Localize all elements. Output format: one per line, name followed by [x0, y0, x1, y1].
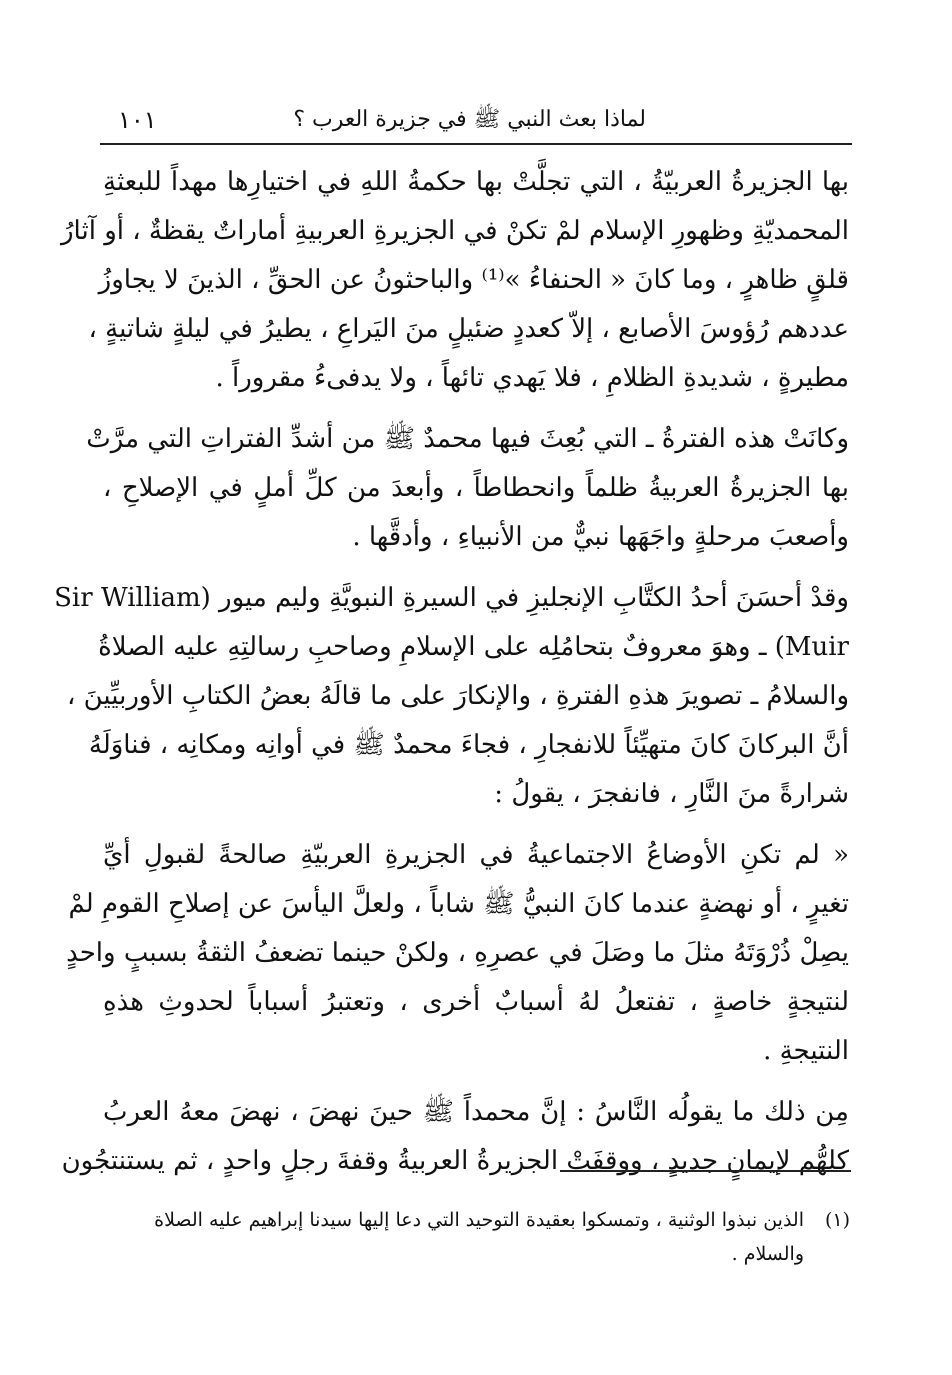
- paragraph-gap: [103, 1076, 849, 1088]
- paragraph-3: [54, 574, 849, 819]
- text-line: مِن ذلك ما يقولُه النَّاسُ : إنَّ محمداً ﷺ حينَ نهضَ ، نهضَ معهُ العربُ: [103, 1097, 849, 1127]
- footnote-line: [110, 1237, 850, 1271]
- text-line: وكانَتْ هذه الفترةُ ـ التي بُعِثَ فيها محمدٌ ﷺ من أشدِّ الفتراتِ التي مرَّتْ: [86, 424, 849, 454]
- body-text: [54, 158, 849, 1186]
- page-number: ١٠١: [118, 106, 157, 134]
- text-line: عددهم رُؤوسَ الأصابع ، إلاّ كعددٍ ضئيلٍ منَ اليَراعِ ، يطيرُ في ليلةٍ شاتيةٍ ،: [88, 314, 849, 344]
- text-line: مطيرةٍ ، شديدةِ الظلامِ ، فلا يَهدي تائهاً ، ولا يدفىءُ مقروراً .: [215, 363, 849, 393]
- text-line: كلهُّم لإيمانٍ جديدٍ ، ووقفَتْ الجزيرةُ العربيةُ وقفةَ رجلٍ واحدٍ ، ثم يستنتجُون: [61, 1146, 849, 1176]
- footnote-text: الذين نبذوا الوثنية ، وتمسكوا بعقيدة التوحيد التي دعا إليها سيدنا إبراهيم عليه الصلاة: [154, 1209, 804, 1231]
- paragraph-2: [86, 415, 849, 562]
- running-title: لماذا بعث النبي ﷺ في جزيرة العرب ؟: [293, 107, 646, 132]
- text-line: وأصعبَ مرحلةٍ واجَهَها نبيٌّ من الأنبياءِ ، وأدقَّها .: [352, 522, 849, 552]
- text-line: المحمديّةِ وظهورِ الإسلام لمْ تكنْ في الجزيرةِ العربيةِ أماراتٌ يقظةٌ ، أو آثارُ: [61, 216, 849, 246]
- footnote-rule: [560, 1170, 851, 1172]
- footnote-text: والسلام .: [731, 1243, 804, 1265]
- page-header: [100, 100, 852, 142]
- text-line: يصِلْ ذُرْوَتَهُ مثلَ ما وصَلَ في عصرِهِ ، ولكنْ حينما تضعفُ الثقةُ بسببٍ واحدٍ: [66, 938, 849, 968]
- header-rule: [100, 143, 852, 145]
- paragraph-1: [61, 158, 849, 403]
- paragraph-4-quote: [66, 831, 849, 1076]
- footnotes: [110, 1203, 850, 1271]
- paragraph-gap: [103, 562, 849, 574]
- text-line: لنتيجةٍ خاصةٍ ، تفتعلُ لهُ أسبابٌ أخرى ، وتعتبرُ أسباباً لحدوثِ هذهِ: [103, 987, 849, 1017]
- footnote-line: [110, 1203, 850, 1237]
- text-line: شرارةً منَ النَّارِ ، فانفجرَ ، يقولُ :: [494, 779, 849, 809]
- text-line: أنَّ البركانَ كانَ متهيِّئاً للانفجارِ ، فجاءَ محمدٌ ﷺ في أوانِه ومكانِه ، فناوَلَهُ: [88, 730, 849, 760]
- text-line: بها الجزيرةُ العربيّةُ ، التي تجلَّتْ بها حكمةُ اللهِ في اختيارِها مهداً للبعثةِ: [103, 167, 849, 197]
- footnote-marker: (١): [824, 1209, 850, 1231]
- text-line: بها الجزيرةُ العربيةُ ظلماً وانحطاطاً ، وأبعدَ من كلِّ أملٍ في الإصلاحِ ،: [103, 473, 849, 503]
- paragraph-gap: [103, 403, 849, 415]
- text-line: وقدْ أحسَنَ أحدُ الكتَّابِ الإنجليزِ في السيرةِ النبويَّةِ وليم ميور (Sir William: [54, 583, 849, 613]
- text-line: « لم تكنِ الأوضاعُ الاجتماعيةُ في الجزيرةِ العربيّةِ صالحةً لقبولِ أيِّ: [103, 840, 849, 870]
- text-line: النتيجةِ .: [763, 1036, 849, 1066]
- text-line: قلقٍ ظاهرٍ ، وما كانَ « الحنفاءُ »⁽¹⁾ والباحثونُ عن الحقِّ ، الذينَ لا يجاوزُ: [98, 265, 849, 295]
- text-line: تغيرٍ ، أو نهضةٍ عندما كانَ النبيُّ ﷺ شاباً ، ولعلَّ اليأسَ عن إصلاحِ القومِ لمْ: [68, 889, 849, 919]
- text-line: Muir) ـ وهوَ معروفٌ بتحامُلِه على الإسلامِ وصاحبِ رسالتِهِ عليه الصلاةُ: [98, 632, 849, 662]
- text-line: والسلامُ ـ تصويرَ هذهِ الفترةِ ، والإنكارَ على ما قالَهُ بعضُ الكتابِ الأوربيِّينَ ،: [66, 681, 849, 711]
- paragraph-gap: [103, 819, 849, 831]
